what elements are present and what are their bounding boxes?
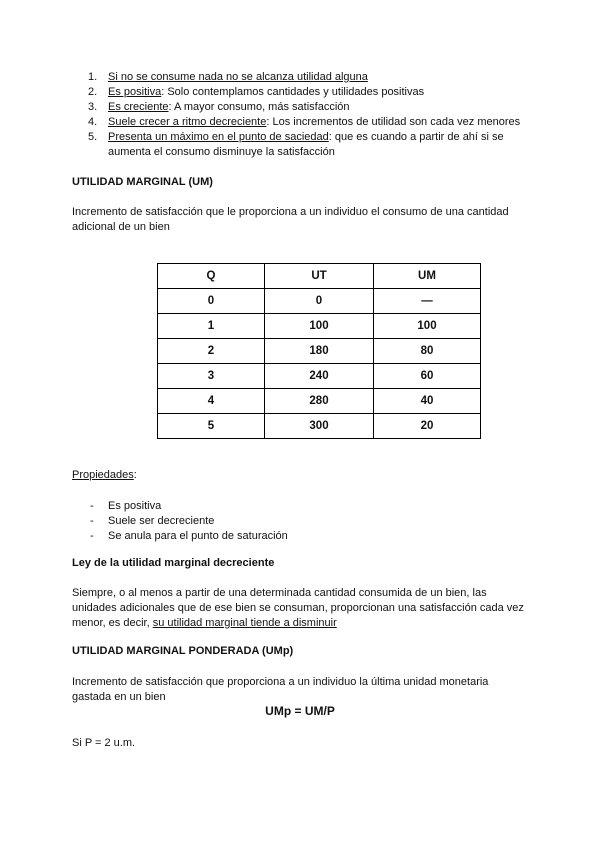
column-header-um: UM [374,264,481,289]
table-cell: — [374,289,481,314]
list-item-underlined: Si no se consume nada no se alcanza utilidad alguna [108,71,368,83]
properties-title: Propiedades: [72,469,137,481]
table-cell: 3 [158,364,265,389]
table-cell: 4 [158,389,265,414]
ump-definition: Incremento de satisfacción que proporciona a un individuo la última unidad monetaria gastada en un bien [72,676,489,703]
table-cell: 0 [158,289,265,314]
list-item: 4. Suele crecer a ritmo decreciente: Los incrementos de utilidad son cada vez menores [88,116,521,128]
table-row [158,314,481,339]
table-cell: 5 [158,414,265,439]
table-cell: 180 [265,339,374,364]
list-item-underlined: Es creciente [108,101,169,113]
list-item: 2. Es positiva: Solo contemplamos cantidades y utilidades positivas [88,86,425,98]
table-cell: 0 [265,289,374,314]
table-row [158,339,481,364]
list-item: - Suele ser decreciente [90,515,215,527]
table-cell: 1 [158,314,265,339]
list-item-underlined: Suele crecer a ritmo decreciente [108,116,267,128]
ump-example: Si P = 2 u.m. [72,737,136,749]
table-cell: 20 [374,414,481,439]
list-item: - Se anula para el punto de saturación [90,530,288,542]
table-row [158,414,481,439]
table-cell: 100 [265,314,374,339]
list-item: 1. Si no se consume nada no se alcanza utilidad alguna [88,71,368,83]
law-underlined: su utilidad marginal tiende a disminuir [152,617,337,629]
table-cell: 60 [374,364,481,389]
ump-heading: UTILIDAD MARGINAL PONDERADA (UMp) [72,645,294,657]
um-definition: Incremento de satisfacción que le proporciona a un individuo el consumo de una cantidad adicional de un bien [72,206,509,233]
table-cell: 240 [265,364,374,389]
table-header-row [158,264,481,289]
table-cell: 80 [374,339,481,364]
list-item-underlined: Es positiva [108,86,162,98]
list-item-underlined: Presenta un máximo en el punto de saciedad [108,131,329,143]
law-paragraph: Siempre, o al menos a partir de una determinada cantidad consumida de un bien, las unidades adicionales que de ese bien se consuman, proporcionan una satisfacción cada vez menor, es decir, su utilidad marginal tiende a disminuir [72,587,524,629]
utility-properties-list [88,70,538,160]
table-cell: 2 [158,339,265,364]
column-header-q: Q [158,264,265,289]
list-item: - Es positiva [90,500,162,512]
table-cell: 300 [265,414,374,439]
table-row [158,389,481,414]
properties-list [88,499,288,544]
um-heading: UTILIDAD MARGINAL (UM) [72,176,213,188]
law-heading: Ley de la utilidad marginal decreciente [72,557,275,569]
table-row [158,289,481,314]
ump-formula: UMp = UM/P [265,704,335,718]
table-cell: 280 [265,389,374,414]
utility-table [157,263,481,439]
list-item: 5. Presenta un máximo en el punto de saciedad: que es cuando a partir de ahí si se aumenta el consumo disminuye la satisfacción [88,131,504,158]
column-header-ut: UT [265,264,374,289]
table-row [158,364,481,389]
list-item: 3. Es creciente: A mayor consumo, más satisfacción [88,101,350,113]
table-cell: 40 [374,389,481,414]
table-cell: 100 [374,314,481,339]
